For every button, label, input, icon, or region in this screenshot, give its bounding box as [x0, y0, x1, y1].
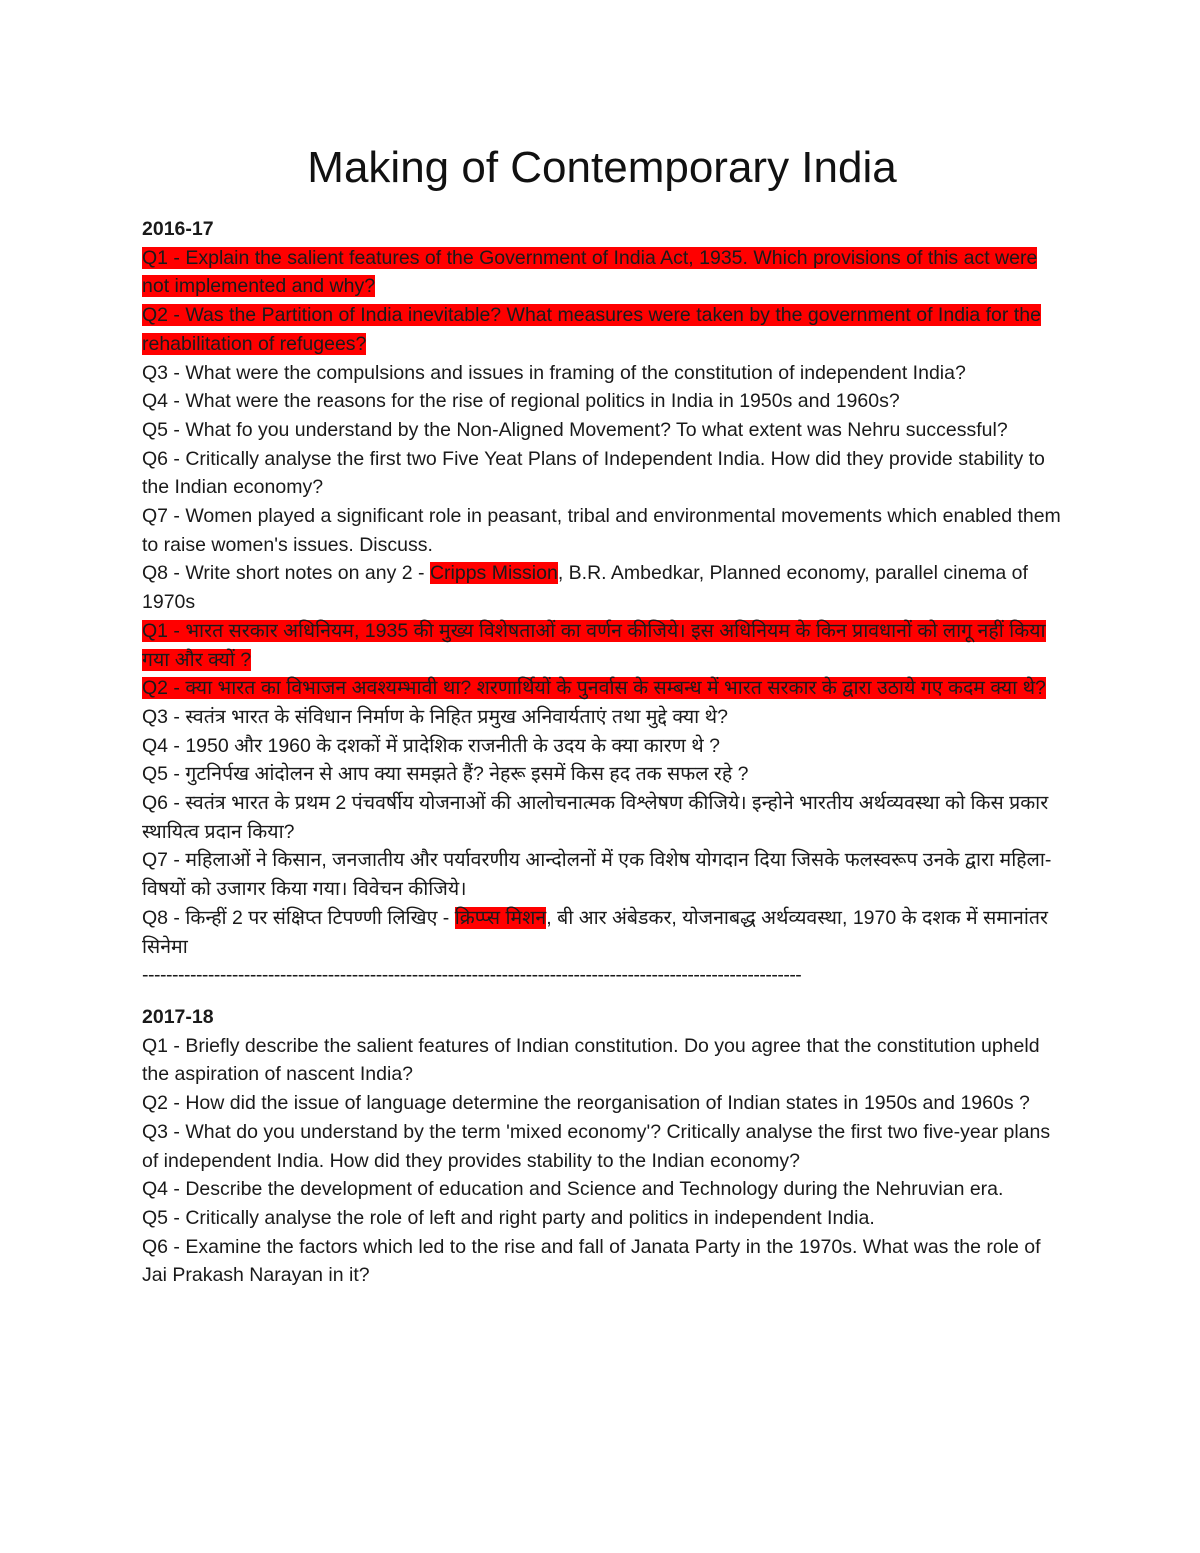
question-q7-hi: Q7 - महिलाओं ने किसान, जनजातीय और पर्यावरणीय आन्दोलनों में एक विशेष योगदान दिया जिसके फलस्वरूप उनके द्वारा महिला-विषयों को उजागर किया गया। विवेचन कीजिये।: [142, 849, 1052, 901]
section-year: 2017-18: [142, 1005, 214, 1028]
question-q3: Q3 - What do you understand by the term 'mixed economy'? Critically analyse the first two five-year plans of independent India. How did they provides stability to the Indian economy?: [142, 1120, 1051, 1172]
question-q7-en: Q7 - Women played a significant role in peasant, tribal and environmental movements which enabled them to raise women's issues. Discuss.: [142, 505, 1061, 556]
question-q8-prefix: Q8 - किन्हीं 2 पर संक्षिप्त टिपण्णी लिखिए -: [142, 906, 455, 929]
question-q5: Q5 - Critically analyse the role of left and right party and politics in independent India.: [142, 1206, 875, 1229]
question-list: [142, 244, 1062, 962]
question-q8-suffix: , B.R. Ambedkar, Planned economy, parallel cinema of 1970s: [142, 562, 1028, 614]
question-q8-suffix: , बी आर अंबेडकर, योजनाबद्ध अर्थव्यवस्था, 1970 के दशक में समानांतर सिनेमा: [142, 906, 1048, 958]
question-q4-en: Q4 - What were the reasons for the rise of regional politics in India in 1950s and 1960s?: [142, 390, 900, 413]
question-q8-en: [142, 559, 1062, 616]
section-2017-18: [142, 1003, 1062, 1290]
question-q6-en: Q6 - Critically analyse the first two Five Yeat Plans of Independent India. How did they provide stability to the Indian economy?: [142, 447, 1045, 499]
question-q1-hi: [142, 617, 1062, 674]
question-q6-hi: Q6 - स्वतंत्र भारत के प्रथम 2 पंचवर्षीय योजनाओं की आलोचनात्मक विश्लेषण कीजिये। इन्होने भारतीय अर्थव्यवस्था को किस प्रकार स्थायित्व प्रदान किया?: [142, 792, 1049, 843]
highlighted-topic: क्रिप्प्स मिशन: [454, 906, 547, 929]
section-2016-17: [142, 215, 1062, 961]
question-q2: Q2 - How did the issue of language determine the reorganisation of Indian states in 1950s and 1960s ?: [142, 1092, 1030, 1115]
question-list: [142, 1032, 1062, 1290]
section-year: 2016-17: [142, 218, 214, 240]
question-q4: Q4 - Describe the development of education and Science and Technology during the Nehruvian era.: [142, 1178, 1004, 1201]
question-q3-en: Q3 - What were the compulsions and issues in framing of the constitution of independent India?: [142, 361, 966, 384]
question-q5-hi: Q5 - गुटनिर्पख आंदोलन से आप क्या समझते हैं? नेहरू इसमें किस हद तक सफल रहे ?: [142, 763, 749, 786]
highlighted-text: Q1 - भारत सरकार अधिनियम, 1935 की मुख्य विशेषताओं का वर्णन कीजिये। इस अधिनियम के किन प्रावधानों को लागू नहीं किया गया और क्यों ?: [142, 619, 1046, 671]
question-q1: Q1 - Briefly describe the salient features of Indian constitution. Do you agree that the constitution upheld the aspiration of nascent India?: [142, 1034, 1040, 1086]
question-q6: Q6 - Examine the factors which led to the rise and fall of Janata Party in the 1970s. What was the role of Jai Prakash Narayan in it?: [142, 1235, 1041, 1287]
question-q3-hi: Q3 - स्वतंत्र भारत के संविधान निर्माण के निहित प्रमुख अनिवार्यताएं तथा मुद्दे क्या थे?: [142, 705, 728, 728]
question-q1-en: [142, 244, 1062, 301]
question-q4-hi: Q4 - 1950 और 1960 के दशकों में प्रादेशिक राजनीती के उदय के क्या कारण थे ?: [142, 734, 720, 757]
highlighted-text: Q2 - क्या भारत का विभाजन अवश्यम्भावी था? शरणार्थियों के पुनर्वास के सम्बन्ध में भारत सरकार के द्वारा उठाये गए कदम क्या थे?: [142, 677, 1046, 700]
highlighted-text: Q2 - Was the Partition of India inevitable? What measures were taken by the government of India for the rehabilitation of refugees?: [142, 304, 1041, 355]
section-divider: --------------------------------------------------------------------------------------------------------------: [142, 964, 802, 987]
question-q8-prefix: Q8 - Write short notes on any 2 -: [142, 562, 430, 585]
highlighted-text: Q1 - Explain the salient features of the Government of India Act, 1935. Which provisions of this act were not implemented and why?: [142, 246, 1038, 298]
question-q8-hi: [142, 904, 1062, 961]
question-q5-en: Q5 - What fo you understand by the Non-Aligned Movement? To what extent was Nehru successful?: [142, 418, 1008, 441]
page-title: Making of Contemporary India: [307, 143, 897, 192]
question-q2-hi: [142, 674, 1062, 703]
highlighted-topic: Cripps Mission: [429, 562, 558, 585]
document-page: [142, 138, 1062, 1290]
question-q2-en: [142, 301, 1062, 358]
